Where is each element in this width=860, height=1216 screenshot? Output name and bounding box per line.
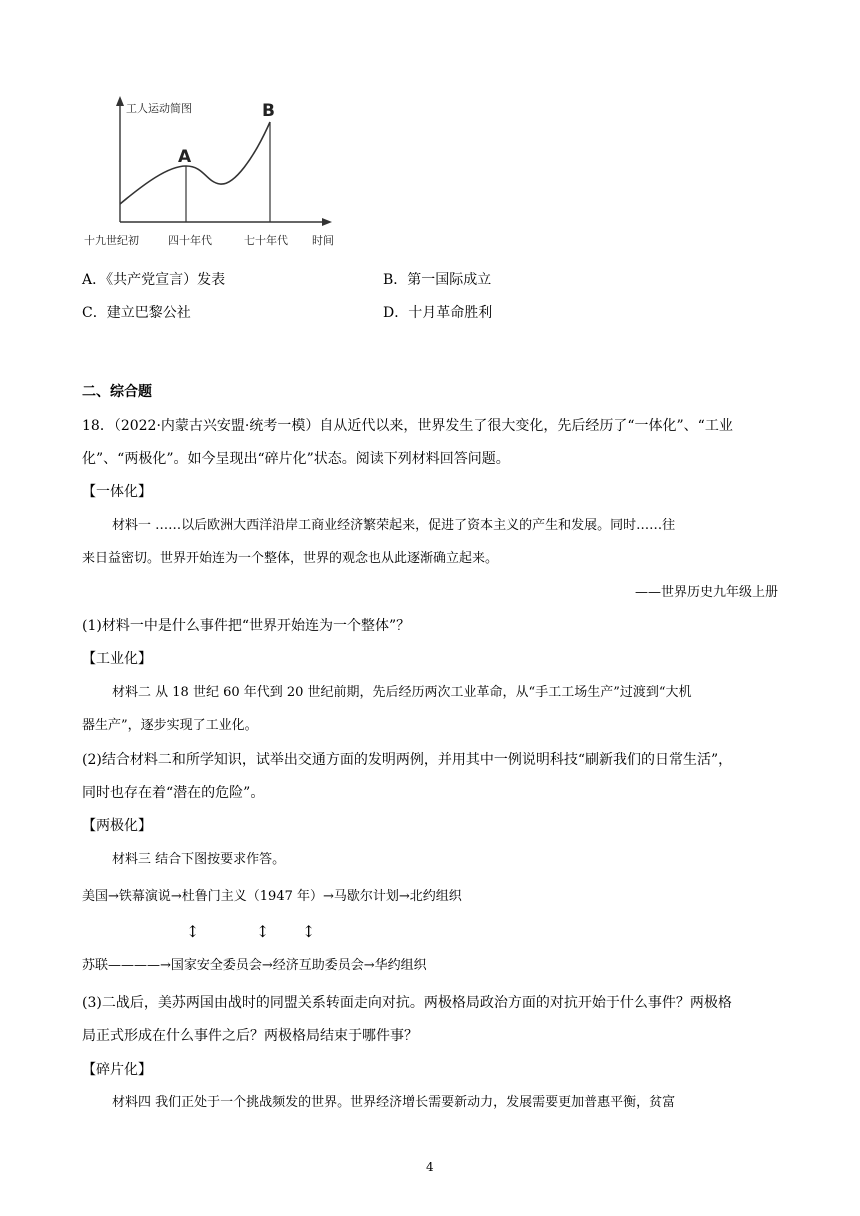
question2-line2: 同时也存在着“潜在的危险”。 bbox=[82, 785, 265, 801]
x-axis-arrow bbox=[322, 218, 332, 226]
point-b-label: B bbox=[262, 101, 275, 121]
heading-industrialization: 【工业化】 bbox=[82, 651, 152, 667]
option-a: A．《共产党宣言）发表 bbox=[82, 272, 226, 288]
question1: (1)材料一中是什么事件把“世界开始连为一个整体”？ bbox=[82, 618, 411, 634]
link-arrow-1: ↕ bbox=[186, 922, 200, 941]
heading-integration: 【一体化】 bbox=[82, 484, 152, 500]
workers-movement-chart bbox=[82, 92, 362, 254]
material1-source: ——世界历史九年级上册 bbox=[634, 585, 778, 600]
material3-title: 材料三 结合下图按要求作答。 bbox=[112, 852, 286, 867]
heading-fragmentation: 【碎片化】 bbox=[82, 1062, 152, 1078]
option-b: B．第一国际成立 bbox=[383, 272, 492, 288]
material1-line1: 材料一 ……以后欧洲大西洋沿岸工商业经济繁荣起来，促进了资本主义的产生和发展。同时……往 bbox=[112, 518, 676, 533]
question2-line1: (2)结合材料二和所学知识，试举出交通方面的发明两例，并用其中一例说明科技“刷新我们的日常生活”， bbox=[82, 752, 733, 768]
movement-curve bbox=[120, 122, 270, 204]
x-label-early-19c: 十九世纪初 bbox=[84, 234, 139, 247]
question3-line2: 局正式形成在什么事件之后？两极格局结束于哪件事？ bbox=[82, 1028, 418, 1044]
workers-movement-figure bbox=[82, 92, 362, 254]
usa-timeline: 美国→铁幕演说→杜鲁门主义（1947 年）→马歇尔计划→北约组织 bbox=[82, 889, 462, 904]
material4-line1: 材料四 我们正处于一个挑战频发的世界。世界经济增长需要新动力，发展需要更加普惠平衡，贫富 bbox=[112, 1095, 676, 1110]
material2-line1: 材料二 从 18 世纪 60 年代到 20 世纪前期，先后经历两次工业革命，从“手工工场生产”过渡到“大机 bbox=[112, 685, 692, 700]
heading-bipolarization: 【两极化】 bbox=[82, 818, 152, 834]
link-arrow-3: ↕ bbox=[302, 922, 316, 941]
question3-line1: (3)二战后，美苏两国由战时的同盟关系转面走向对抗。两极格局政治方面的对抗开始于什么事件？两极格 bbox=[82, 995, 732, 1011]
q18-intro-line2: 化”、“两极化”。如今呈现出“碎片化”状态。阅读下列材料回答问题。 bbox=[82, 451, 510, 467]
x-label-1840s: 四十年代 bbox=[168, 234, 212, 247]
page-number: 4 bbox=[426, 1160, 434, 1174]
option-d: D．十月革命胜利 bbox=[383, 305, 493, 321]
ussr-timeline: 苏联————→国家安全委员会→经济互助委员会→华约组织 bbox=[82, 958, 427, 973]
q18-intro-line1: 18．（2022·内蒙古兴安盟·统考一模）自从近代以来，世界发生了很大变化，先后经历了“一体化”、“工业 bbox=[82, 418, 733, 434]
material2-line2: 器生产”，逐步实现了工业化。 bbox=[82, 718, 258, 733]
y-axis-label: 工人运动简图 bbox=[126, 102, 192, 115]
x-label-1870s: 七十年代 bbox=[244, 234, 288, 247]
section-title: 二、综合题 bbox=[82, 384, 152, 400]
option-c: C．建立巴黎公社 bbox=[82, 305, 191, 321]
x-label-time: 时间 bbox=[312, 234, 334, 247]
y-axis-arrow bbox=[116, 96, 124, 106]
link-arrow-2: ↕ bbox=[256, 922, 270, 941]
point-a-label: A bbox=[178, 147, 192, 167]
material1-line2: 来日益密切。世界开始连为一个整体，世界的观念也从此逐渐确立起来。 bbox=[82, 551, 499, 566]
